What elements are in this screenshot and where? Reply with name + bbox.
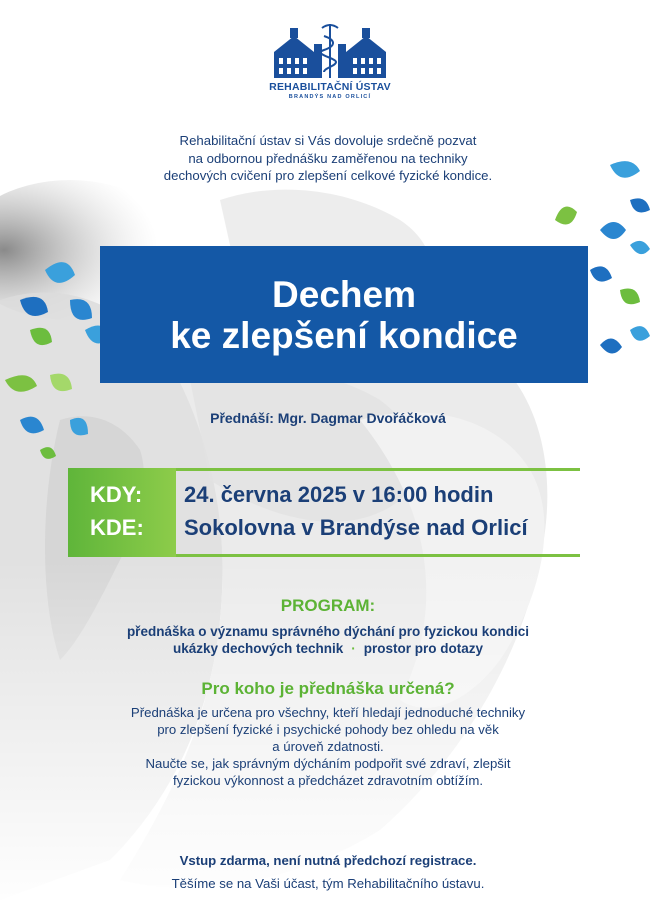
target-line: fyzickou výkonnost a předcházet zdravotním obtížím. xyxy=(172,773,484,788)
logo-name: REHABILITAČNÍ ÚSTAV xyxy=(269,81,391,93)
where-value: Sokolovna v Brandýse nad Orlicí xyxy=(184,515,528,540)
program-heading: PROGRAM: xyxy=(280,596,376,615)
program-item: prostor pro dotazy xyxy=(363,641,484,656)
intro-line: dechových cvičení pro zlepšení celkové fyzické kondice. xyxy=(163,168,493,183)
intro-text xyxy=(100,132,556,185)
program-item: ukázky dechových technik xyxy=(172,641,344,656)
target-line: Přednáška je určena pro všechny, kteří hledají jednoduché techniky xyxy=(130,705,526,720)
intro-line: Rehabilitační ústav si Vás dovoluje srdečně pozvat xyxy=(179,133,477,148)
when-label: KDY: xyxy=(90,482,143,507)
program-items-row xyxy=(60,641,596,656)
title-line-2: ke zlepšení kondice xyxy=(170,314,518,356)
target-line: pro zlepšení fyzické i psychické pohody bez ohledu na věk xyxy=(157,722,499,737)
divider xyxy=(176,554,580,557)
divider xyxy=(176,468,580,471)
program-item: přednáška o významu správného dýchání pro fyzickou kondici xyxy=(126,624,530,639)
footer-greeting: Těšíme se na Vaši účast, tým Rehabilitačního ústavu. xyxy=(171,876,485,891)
footer-entry-note: Vstup zdarma, není nutná předchozí registrace. xyxy=(179,853,477,868)
title-line-1: Dechem xyxy=(272,273,416,315)
bullet-separator: · xyxy=(351,641,356,656)
target-line: Naučte se, jak správným dýcháním podpořit své zdraví, zlepšit xyxy=(145,756,511,771)
institute-logo xyxy=(265,22,395,112)
target-heading: Pro koho je přednáška určená? xyxy=(201,679,455,698)
event-details xyxy=(68,468,580,557)
title-banner xyxy=(100,246,588,383)
building-with-caduceus-icon xyxy=(270,22,390,80)
target-line: a úroveň zdatnosti. xyxy=(272,739,384,754)
intro-line: na odbornou přednášku zaměřenou na techniky xyxy=(188,150,468,166)
where-label: KDE: xyxy=(90,515,144,540)
when-value: 24. června 2025 v 16:00 hodin xyxy=(184,482,494,507)
logo-location: BRANDÝS NAD ORLICÍ xyxy=(288,94,372,100)
speaker-line: Přednáší: Mgr. Dagmar Dvořáčková xyxy=(210,410,446,426)
